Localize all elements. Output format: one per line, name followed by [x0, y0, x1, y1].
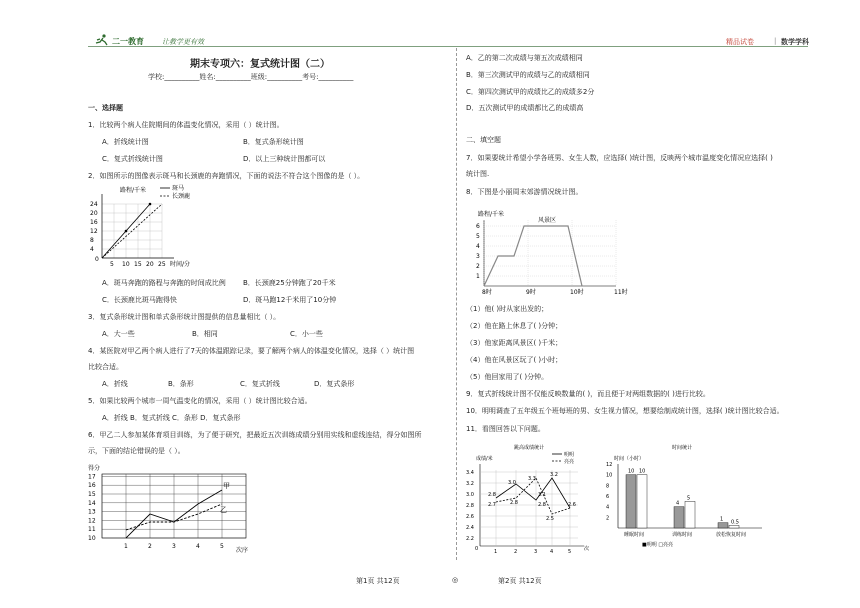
chart11b-category: 放松恢复时间	[716, 532, 747, 538]
bar-mingming	[674, 507, 684, 528]
chart6-ytick: 15	[88, 491, 96, 498]
q4-option-d: D．复式条形	[314, 380, 355, 388]
bar-liangliang	[637, 475, 647, 528]
bar-value-label: 10	[639, 468, 646, 475]
bar-liangliang	[729, 525, 739, 528]
chart11a-origin: 0	[475, 546, 479, 552]
chart11b-ytick: 6	[606, 494, 610, 500]
zebra-point	[125, 230, 128, 233]
q8-sub-2: （2）他在路上休息了( )分钟；	[466, 322, 563, 330]
q8-sub-3: （3）他家距离风景区( )千米；	[466, 339, 563, 347]
header-divider	[88, 46, 808, 47]
page-title: 期末专项六：复式统计图（二）	[190, 59, 330, 70]
label-yi: 乙	[220, 506, 227, 514]
q5-text: 5．如果比较两个城市一周气温变化的情况，采用（ ）统计图比较合适。	[88, 397, 312, 405]
bar-value-label: 4	[676, 500, 680, 507]
q4-text-cont: 比较合适。	[88, 363, 123, 371]
subject-label: 数学学科	[781, 38, 809, 46]
chart8-xtick: 8时	[482, 289, 492, 296]
chart11a-data-label: 2.5	[546, 516, 554, 522]
chart11b-legend: ■明明 □亮亮	[642, 542, 674, 548]
chart11b-category: 睡眠时间	[624, 532, 645, 538]
chart11a-xlabel: 次	[584, 546, 590, 552]
q6-option-b: B．第三次测试甲的成绩与乙的成绩相同	[466, 71, 590, 79]
chart11b-ytick: 10	[606, 472, 613, 479]
bar-mingming	[626, 475, 636, 528]
q4-option-a: A．折线	[102, 380, 128, 388]
student-info-line: 学校:__________姓名:__________班级:__________考号:__________	[148, 73, 354, 81]
q8-sub-4: （4）他在风景区玩了( )小时；	[466, 356, 563, 364]
logo-runner-icon	[92, 34, 112, 46]
chart8-ytick: 1	[476, 273, 480, 280]
q8-sub-5: （5）他回家用了( )分钟。	[466, 373, 549, 381]
chart2-ytick: 8	[90, 237, 94, 244]
bar-value-label: 10	[628, 468, 635, 475]
q6-text-cont: 示，下面的结论错误的是（ ）。	[88, 447, 185, 455]
q2-option-c: C．长颈鹿比斑马跑得快	[102, 296, 177, 304]
q3-text: 3．复式条形统计图和单式条形统计图提供的信息量相比（ ）。	[88, 313, 281, 321]
chart11a-data-label: 2.8	[488, 492, 496, 498]
chart8-ylabel: 路程/千米	[478, 211, 505, 218]
chart11a-ytick: 2.6	[466, 514, 474, 520]
bar-value-label: 1	[720, 516, 724, 523]
q10-text: 10．明明调查了五年级五个班每班的男、女生视力情况，想要绘制成统计图，选择( )统计图比较合适。	[466, 407, 784, 415]
chart2-origin: 0	[95, 256, 99, 263]
chart-zebra-giraffe	[90, 184, 200, 270]
q2-text: 2．如图所示的图像表示斑马和长颈鹿的奔跑情况，下面的说法不符合这个图像的是（ ）。	[88, 172, 365, 180]
legend-giraffe: 长颈鹿	[172, 193, 191, 200]
chart2-xtick: 10	[122, 261, 130, 268]
q4-option-b: B．条形	[168, 380, 194, 388]
logo-text: 二一教育	[112, 37, 144, 46]
zebra-point	[149, 203, 152, 206]
q6-option-c: C．第四次测试甲的成绩比乙的成绩多2分	[466, 88, 595, 96]
q1-option-c: C．复式折线统计图	[102, 155, 163, 163]
footer-mark: ◎	[452, 576, 459, 584]
chart6-xlabel: 次序	[236, 547, 249, 554]
q7-text: 7．如果要统计希望小学各班男、女生人数，应选择( )统计图，反映两个城市温度变化情况应选择( )	[466, 154, 773, 162]
label-jia: 甲	[223, 482, 230, 490]
chart11a-data-label: 2.8	[510, 500, 518, 506]
q5-options: A．折线 B．复式折线 C．条形 D．复式条形	[102, 414, 241, 422]
q6-option-a: A．乙的第二次成绩与第五次成绩相同	[466, 54, 583, 62]
chart11b-category: 训练时间	[672, 532, 693, 538]
footer-page-left: 第1页 共12页	[356, 577, 400, 585]
chart11b-ytick: 2	[606, 515, 610, 522]
chart6-ytick: 14	[88, 499, 96, 507]
chart8-xtick: 11时	[614, 289, 628, 296]
chart2-ytick: 24	[90, 201, 98, 208]
q1-option-d: D．以上三种统计图都可以	[243, 155, 326, 163]
header-slogan: 让教学更有效	[162, 38, 204, 46]
q6-option-d: D．五次测试甲的成绩都比乙的成绩高	[466, 104, 584, 112]
q4-option-c: C．复式折线	[240, 380, 280, 388]
chart2-xtick: 20	[146, 261, 154, 268]
brand-separator: |	[774, 37, 777, 45]
chart11a-xtick: 4	[550, 549, 554, 555]
chart8-ytick: 2	[476, 263, 480, 270]
chart11a-data-label: 3.3	[528, 476, 536, 482]
bar-value-label: 0.5	[731, 519, 739, 526]
chart11a-xtick: 3	[534, 549, 538, 555]
q1-option-b: B．复式条形统计图	[243, 138, 304, 146]
chart11a-xtick: 1	[494, 549, 498, 555]
chart11a-data-label: 3.1	[538, 492, 546, 498]
chart2-ytick: 4	[90, 246, 94, 253]
chart2-xtick: 5	[110, 261, 114, 268]
chart2-ytick: 12	[90, 228, 98, 235]
q8-text: 8．下图是小丽周末郊游情况统计图。	[466, 188, 583, 196]
chart-high-jump	[466, 442, 596, 558]
chart8-ytick: 6	[476, 223, 480, 230]
chart11a-ytick: 3.0	[466, 492, 474, 498]
chart11b-ytick: 8	[606, 483, 610, 490]
footer-page-right: 第2页 共12页	[498, 577, 542, 585]
chart11a-ytick: 3.4	[466, 470, 474, 476]
q9-text: 9．复式折线统计图不仅能反映数量的( )，而且便于对两组数据的( )进行比较。	[466, 390, 710, 398]
chart-outing	[466, 208, 626, 298]
chart6-ytick: 17	[88, 473, 96, 481]
q6-text: 6．甲乙二人参加某体育项目训练，为了便于研究，把最近五次训练成绩分别用实线和虚线连结，得分如图所	[88, 431, 422, 439]
chart2-xtick: 25	[158, 261, 166, 268]
legend-b: 亮亮	[564, 459, 575, 465]
q4-text: 4．某医院对甲乙两个病人进行了7天的体温跟踪记录，要了解两个病人的体温变化情况，选择（ ）统计图	[88, 347, 415, 355]
chart8-ytick: 5	[476, 233, 480, 240]
chart8-ytick: 3	[476, 253, 480, 260]
section-choice-title: 一、选择题	[88, 104, 123, 112]
chart11a-ytick: 2.4	[466, 525, 474, 531]
q3-option-c: C．小一些	[290, 330, 323, 338]
chart11a-title: 跳高成绩统计	[514, 445, 545, 451]
chart2-xlabel: 时间/分	[170, 261, 191, 268]
chart6-xtick: 4	[196, 543, 200, 550]
q7-text-cont: 统计图.	[466, 170, 490, 178]
bar-value-label: 5	[687, 495, 691, 502]
chart6-xtick: 2	[148, 543, 152, 550]
brand-label: 精品试卷	[726, 38, 754, 46]
chart11a-ylabel: 成绩/米	[476, 456, 493, 462]
q1-text: 1．比较两个病人住院期间的体温变化情况，采用（ ）统计图。	[88, 121, 284, 129]
chart11a-xtick: 5	[568, 549, 572, 555]
chart6-xtick: 5	[220, 543, 224, 550]
chart8-xtick: 10时	[570, 289, 584, 296]
page-divider	[456, 48, 457, 560]
chart11a-ytick: 3.2	[466, 481, 474, 487]
scenic-area-label: 风景区	[538, 217, 557, 224]
chart11b-ylabel: 时间（小时）	[614, 456, 645, 462]
legend-a: 明明	[564, 452, 575, 458]
q3-option-b: B．相同	[192, 330, 218, 338]
chart11b-ytick: 12	[606, 462, 613, 468]
chart6-ytick: 12	[88, 517, 96, 525]
chart6-ytick: 16	[88, 482, 96, 490]
chart11b-ytick: 4	[606, 504, 610, 511]
chart-time	[604, 442, 770, 558]
legend-zebra: 斑马	[172, 185, 185, 192]
chart2-ylabel: 路程/千米	[120, 187, 147, 194]
chart11a-data-label: 2.6	[568, 502, 576, 508]
chart2-xtick: 15	[134, 261, 142, 268]
chart11b-title: 时间统计	[672, 445, 693, 451]
q11-text: 11．看图回答以下问题。	[466, 425, 545, 433]
chart2-ytick: 16	[90, 219, 98, 226]
chart8-xtick: 9时	[526, 289, 536, 296]
chart6-xtick: 1	[124, 543, 128, 550]
chart6-xtick: 3	[172, 543, 176, 550]
q3-option-a: A．大一些	[102, 330, 135, 338]
chart8-ytick: 4	[476, 243, 480, 250]
chart11a-data-label: 2.7	[488, 502, 496, 508]
chart6-ytick: 13	[88, 508, 96, 516]
chart11a-ytick: 2.8	[466, 503, 474, 509]
q2-option-d: D．斑马跑12千米用了10分钟	[243, 296, 337, 304]
bar-liangliang	[685, 501, 695, 528]
section-fill-title: 二、填空题	[466, 136, 501, 144]
bar-mingming	[718, 523, 728, 528]
chart-training-scores	[86, 462, 256, 554]
chart11a-data-label: 3.0	[508, 480, 516, 486]
chart11a-data-label: 3.2	[550, 472, 558, 478]
chart6-ytick: 11	[88, 526, 96, 534]
q2-option-a: A．斑马奔跑的路程与奔跑的时间成比例	[102, 279, 226, 287]
chart6-ylabel: 得分	[88, 465, 101, 472]
chart11a-data-label: 2.8	[538, 502, 546, 508]
q1-option-a: A．折线统计图	[102, 138, 149, 146]
chart11a-ytick: 2.2	[466, 536, 474, 542]
q2-option-b: B．长颈鹿25分钟跑了20千米	[243, 279, 336, 287]
q8-sub-1: （1）他( )时从家出发的；	[466, 305, 549, 313]
chart6-ytick: 10	[88, 535, 96, 542]
chart11a-xtick: 2	[514, 549, 518, 555]
chart2-ytick: 20	[90, 210, 98, 217]
